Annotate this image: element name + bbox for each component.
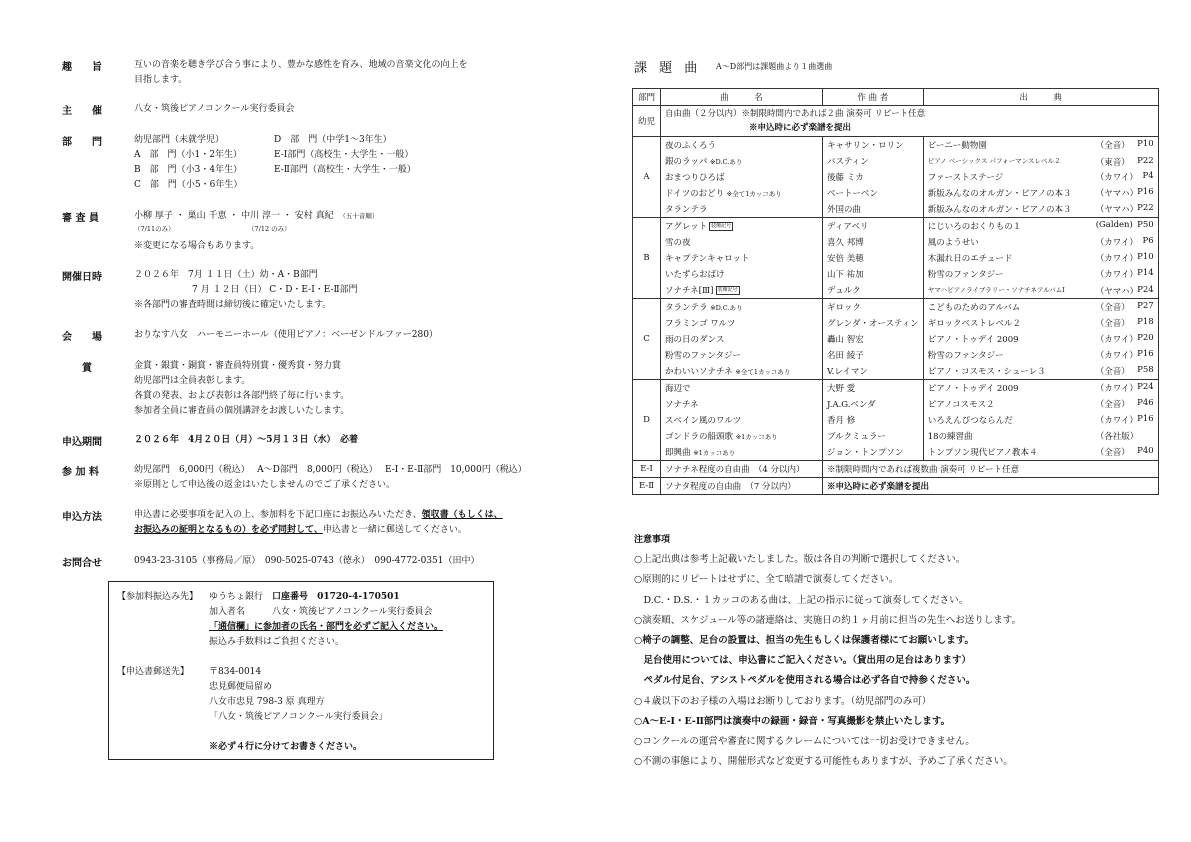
piece-title: スペイン風のワルツ bbox=[665, 416, 742, 426]
publisher: (Galden) bbox=[1095, 220, 1133, 230]
composer-cell: J.A.G.ベンダ bbox=[823, 396, 924, 412]
table-row bbox=[633, 201, 1159, 218]
method-text: 申込書と一緒に郵送してください。 bbox=[322, 525, 467, 535]
piece-title-cell bbox=[661, 250, 823, 266]
division-item: C 部 門（小5・6年生） bbox=[134, 180, 243, 190]
contact-value: 0943-23-3105（事務局／原） 090-5025-0743（徳永） 090-4772-0351（田中） bbox=[134, 556, 480, 566]
division-cell: E-Ⅱ bbox=[633, 478, 661, 495]
publisher: （全音） bbox=[1095, 400, 1130, 410]
holder-label: 加入者名 bbox=[209, 607, 246, 617]
account-number: 01720-4-170501 bbox=[317, 592, 400, 602]
publisher: （ヤマハ） bbox=[1095, 205, 1139, 215]
publisher: （カワイ） bbox=[1095, 335, 1138, 345]
transfer-notice: 「通信欄」に参加者の氏名・部門を必ずご記入ください。 bbox=[209, 622, 444, 632]
piece-title: 夜のふくろう bbox=[665, 141, 717, 151]
piece-note: ※D.C.あり bbox=[710, 158, 743, 166]
piece-title: ゴンドラの船頭歌 bbox=[665, 432, 734, 442]
table-row bbox=[633, 444, 1159, 461]
period-value: ２０２６年 4月２０日（月）～5月１３日（水） 必着 bbox=[134, 435, 359, 445]
note-item: ○コンクールの運営や審査に関するクレームについては一切お受けできません。 bbox=[634, 735, 975, 747]
source-book: ビーニー動物園 bbox=[927, 141, 987, 151]
piece-title-cell bbox=[661, 282, 823, 299]
source-book: ヤマハピアノライブラリー・ソナチネアルバムⅠ bbox=[927, 286, 1065, 294]
composer-cell: V.レイマン bbox=[823, 363, 924, 380]
source-cell bbox=[923, 396, 1158, 412]
mail-address: 八女市忠見 798-3 原 真理方 bbox=[209, 697, 325, 707]
dates-line: 7 月 １２日（日） C・D・E-Ⅰ・E-Ⅱ部門 bbox=[192, 285, 358, 295]
source-cell bbox=[923, 169, 1158, 185]
page-number: P22 bbox=[1137, 156, 1154, 166]
piece-title: ソナチネ[Ⅲ] bbox=[665, 286, 714, 296]
publisher: （ヤマハ） bbox=[1095, 287, 1139, 297]
table-row bbox=[633, 380, 1159, 397]
method-emphasis: 領収書（もしくは、 bbox=[421, 510, 503, 520]
source-cell bbox=[923, 218, 1158, 235]
notes-title: 注意事項 bbox=[634, 535, 671, 545]
piece-title-cell bbox=[661, 137, 823, 154]
piece-title-cell bbox=[661, 201, 823, 218]
host-value: 八女・筑後ピアノコンクール実行委員会 bbox=[134, 104, 295, 114]
source-cell bbox=[923, 282, 1158, 299]
piece-title: おまつりひろば bbox=[665, 173, 725, 183]
piece-note: ※1カッコあり bbox=[693, 449, 736, 457]
table-row bbox=[633, 282, 1159, 299]
judges-note-1: （7/11のみ） bbox=[134, 225, 175, 233]
note-item: ○不測の事態により、開催形式など変更する可能性もありますが、予めご了承ください。 bbox=[634, 756, 1013, 768]
fee-line: 幼児部門 6,000円（税込） A～D部門 8,000円（税込） E-Ⅰ・E-Ⅱ部門 10,000円（税込） bbox=[134, 465, 527, 475]
piece-title: 雪の夜 bbox=[665, 238, 691, 248]
method-emphasis: お振込みの証明となるもの）を必ず同封して、 bbox=[134, 525, 323, 535]
piece-title: アグレット bbox=[665, 222, 708, 232]
publisher: （カワイ） bbox=[1095, 270, 1138, 280]
page-number: P50 bbox=[1137, 220, 1154, 230]
piece-title-cell bbox=[661, 315, 823, 331]
source-cell bbox=[923, 331, 1158, 347]
page-number: P24 bbox=[1137, 285, 1154, 295]
header-source: 出 典 bbox=[923, 89, 1158, 106]
e1-description: ソナチネ程度の自由曲 （4 分以内） bbox=[661, 461, 823, 478]
piece-title-cell bbox=[661, 444, 823, 461]
publisher: （カワイ） bbox=[1095, 384, 1138, 394]
piece-title: 雨の日のダンス bbox=[665, 335, 725, 345]
piece-note: ※全て1カッコあり bbox=[735, 368, 791, 376]
table-row bbox=[633, 331, 1159, 347]
dates-line: ２０２６年 7月 １１日（土）幼・A・B部門 bbox=[134, 270, 318, 280]
source-cell bbox=[923, 299, 1158, 316]
source-book: ファーストステージ bbox=[927, 173, 1004, 183]
publisher: （全音） bbox=[1095, 303, 1130, 313]
mail-label: 【申込書郵送先】 bbox=[117, 667, 190, 677]
publisher: （各社版） bbox=[1095, 432, 1139, 442]
page-number: P18 bbox=[1137, 317, 1154, 327]
division-item: A 部 門（小1・2年生） bbox=[134, 150, 242, 160]
source-cell bbox=[923, 315, 1158, 331]
page-number: P40 bbox=[1137, 446, 1154, 456]
source-cell bbox=[923, 185, 1158, 201]
method-label: 申込方法 bbox=[62, 512, 102, 523]
source-book: ピアノ ベーシックス パフォーマンスレベル２ bbox=[927, 157, 1061, 165]
table-row bbox=[633, 461, 1159, 478]
table-row bbox=[633, 218, 1159, 235]
host-label: 主 催 bbox=[62, 106, 102, 117]
source-book: 粉雪のファンタジー bbox=[927, 351, 1004, 361]
composer-cell: デュルク bbox=[823, 282, 924, 299]
fee-label: 参 加 料 bbox=[62, 467, 99, 478]
source-book: いろえんぴつならんだ bbox=[927, 416, 1013, 426]
mail-zip: 〒834-0014 bbox=[209, 667, 262, 677]
note-item: ○演奏順、スケジュール等の諸連絡は、実施日の約１ヶ月前に担当の先生へお送りします。 bbox=[634, 614, 1021, 626]
source-cell bbox=[923, 266, 1158, 282]
piece-title-cell bbox=[661, 234, 823, 250]
piece-title: いたずらおばけ bbox=[665, 270, 725, 280]
contact-label: お問合せ bbox=[62, 558, 102, 569]
purpose-line: 互いの音楽を聴き学び合う事により、豊かな感性を育み、地域の音楽文化の向上を bbox=[134, 60, 468, 70]
page-number: P10 bbox=[1137, 139, 1154, 149]
header-division: 部門 bbox=[633, 89, 661, 106]
composer-cell: バスティン bbox=[823, 153, 924, 169]
judges-label: 審 査 員 bbox=[62, 213, 99, 224]
pieces-title: 課 題 曲 bbox=[634, 61, 702, 76]
method-text: 申込書に必要事項を記入の上、参加料を下記口座にお振込みいただき、 bbox=[134, 510, 422, 520]
composer-cell: 後藤 ミカ bbox=[823, 169, 924, 185]
composer-cell: 安倍 美穂 bbox=[823, 250, 924, 266]
e1-note: ※制限時間内であれば複数曲 演奏可 リピート任意 bbox=[823, 461, 1159, 478]
mail-org: 「八女・筑後ピアノコンクール実行委員会」 bbox=[209, 712, 388, 722]
ornament-mark: 装飾記号 bbox=[711, 223, 732, 229]
payment-info-box bbox=[108, 581, 494, 760]
notes-section bbox=[634, 530, 1021, 772]
note-item: D.C.・D.S.・１カッコのある曲は、上記の指示に従って演奏してください。 bbox=[634, 594, 969, 606]
composer-cell: 山下 祐加 bbox=[823, 266, 924, 282]
piece-title: 粉雪のファンタジー bbox=[665, 351, 741, 361]
purpose-line: 目指します。 bbox=[134, 75, 188, 85]
table-row bbox=[633, 250, 1159, 266]
source-cell bbox=[923, 201, 1158, 218]
source-cell bbox=[923, 347, 1158, 363]
page-number: P10 bbox=[1137, 252, 1154, 262]
source-cell bbox=[923, 153, 1158, 169]
publisher: （カワイ） bbox=[1095, 416, 1138, 426]
division-item: 幼児部門（未就学児） bbox=[134, 135, 225, 145]
division-cell: D bbox=[633, 380, 661, 461]
piece-title-cell bbox=[661, 185, 823, 201]
piece-title: かわいいソナチネ bbox=[665, 367, 733, 377]
composer-cell: 外国の曲 bbox=[823, 201, 924, 218]
table-row bbox=[633, 234, 1159, 250]
purpose-label: 趣 旨 bbox=[62, 62, 102, 73]
source-book: ピアノ・コスモス・シューレ３ bbox=[927, 367, 1046, 377]
source-cell bbox=[923, 380, 1158, 397]
e2-note: ※申込時に必ず楽譜を提出 bbox=[823, 478, 1159, 495]
source-book: 新版みんなのオルガン・ピアノの本３ bbox=[927, 205, 1072, 215]
youji-line: 自由曲（２分以内）※制限時間内であれば２曲 演奏可 リピート任意 bbox=[665, 109, 926, 119]
source-cell bbox=[923, 137, 1158, 154]
piece-title-cell bbox=[661, 380, 823, 397]
piece-title: 銀のラッパ bbox=[665, 157, 708, 167]
piece-title-cell bbox=[661, 266, 823, 282]
piece-title: 海辺で bbox=[665, 384, 691, 394]
note-item: ○原則的にリピートはせずに、全て暗譜で演奏してください。 bbox=[634, 574, 899, 586]
prize-line: 各賞の発表、および表彰は各部門終了毎に行います。 bbox=[134, 391, 350, 401]
source-cell bbox=[923, 250, 1158, 266]
table-row bbox=[633, 106, 1159, 137]
table-row bbox=[633, 363, 1159, 380]
composer-cell: ブルクミュラー bbox=[823, 428, 924, 444]
table-row bbox=[633, 266, 1159, 282]
page-number: P16 bbox=[1137, 187, 1154, 197]
division-item: B 部 門（小3・4年生） bbox=[134, 165, 243, 175]
prize-line: 金賞・銀賞・銅賞・審査員特別賞・優秀賞・努力賞 bbox=[134, 361, 342, 371]
prize-label: 賞 bbox=[82, 363, 92, 374]
composer-cell: 香月 修 bbox=[823, 412, 924, 428]
piece-title: タランテラ bbox=[665, 303, 708, 313]
piece-note: ※全て1カッコあり bbox=[726, 190, 782, 198]
note-item: ○上記出典は参考上記載いたしました。版は各自の判断で選択してください。 bbox=[634, 554, 966, 566]
note-item: ○４歳以下のお子様の入場はお断りしております。（幼児部門のみ可） bbox=[634, 695, 932, 707]
publisher: （東音） bbox=[1095, 158, 1130, 168]
division-cell: E-Ⅰ bbox=[633, 461, 661, 478]
piece-title: 即興曲 bbox=[665, 448, 691, 458]
piece-title-cell bbox=[661, 428, 823, 444]
table-row bbox=[633, 428, 1159, 444]
piece-note: ※1カッコあり bbox=[735, 433, 778, 441]
piece-title-cell bbox=[661, 169, 823, 185]
composer-cell: キャサリン・ロリン bbox=[823, 137, 924, 154]
piece-title-cell bbox=[661, 218, 823, 235]
division-item: D 部 門（中学1～3年生） bbox=[274, 135, 392, 145]
publisher: （全音） bbox=[1095, 141, 1130, 151]
piece-title-cell bbox=[661, 347, 823, 363]
page-number: P14 bbox=[1137, 268, 1154, 278]
composer-cell: 轟山 智宏 bbox=[823, 331, 924, 347]
publisher: （ヤマハ） bbox=[1095, 189, 1139, 199]
piece-title-cell bbox=[661, 412, 823, 428]
dates-label: 開催日時 bbox=[62, 272, 102, 283]
composer-cell: グレンダ・オースティン bbox=[823, 315, 924, 331]
piece-title: フラミンゴ ワルツ bbox=[665, 319, 736, 329]
publisher: （全音） bbox=[1095, 367, 1130, 377]
judges-order: （五十音順） bbox=[342, 212, 379, 220]
publisher: （カワイ） bbox=[1095, 254, 1138, 264]
e2-description: ソナタ程度の自由曲 （7 分以内） bbox=[661, 478, 823, 495]
header-composer: 作 曲 者 bbox=[823, 89, 924, 106]
source-book: ピアノ・トゥデイ 2009 bbox=[927, 335, 1019, 345]
table-header-row bbox=[633, 89, 1159, 106]
piece-title: タランテラ bbox=[665, 205, 708, 215]
source-book: 木漏れ日のエチュード bbox=[927, 254, 1013, 264]
table-row bbox=[633, 478, 1159, 495]
page-number: P16 bbox=[1137, 414, 1154, 424]
source-book: ピアノ・トゥデイ 2009 bbox=[927, 384, 1019, 394]
holder-name: 八女・筑後ピアノコンクール実行委員会 bbox=[272, 607, 433, 617]
note-item: ペダル付足台、アシストペダルを使用される場合は必ず各自で持参ください。 bbox=[634, 675, 976, 687]
piece-title-cell bbox=[661, 396, 823, 412]
page-number: P6 bbox=[1142, 236, 1154, 246]
source-book: トンプソン現代ピアノ教本４ bbox=[927, 448, 1038, 458]
piece-note: ※D.C.あり bbox=[710, 304, 743, 312]
composer-cell: ベートーベン bbox=[823, 185, 924, 201]
piece-title: ソナチネ bbox=[665, 400, 699, 410]
page-number: P4 bbox=[1142, 171, 1154, 181]
source-book: 新版みんなのオルガン・ピアノの本３ bbox=[927, 189, 1072, 199]
table-row bbox=[633, 347, 1159, 363]
composer-cell: 名田 綾子 bbox=[823, 347, 924, 363]
piece-title-cell bbox=[661, 363, 823, 380]
pieces-subtitle: A～D部門は課題曲より１曲選曲 bbox=[716, 62, 833, 71]
page-number: P16 bbox=[1137, 349, 1154, 359]
youji-line: ※申込時に必ず楽譜を提出 bbox=[749, 123, 852, 133]
source-book: こどものためのアルバム bbox=[927, 303, 1021, 313]
composer-cell: ディアベリ bbox=[823, 218, 924, 235]
division-cell: 幼児 bbox=[633, 106, 661, 137]
source-book: 粉雪のファンタジー bbox=[927, 270, 1004, 280]
judges-change: ※変更になる場合もあります。 bbox=[134, 241, 260, 251]
piece-title-cell bbox=[661, 299, 823, 316]
source-book: 18の練習曲 bbox=[927, 432, 973, 442]
table-row bbox=[633, 299, 1159, 316]
venue-label: 会 場 bbox=[62, 332, 102, 343]
piece-title: ドイツのおどり bbox=[665, 189, 725, 199]
publisher: （カワイ） bbox=[1095, 351, 1138, 361]
division-item: E-Ⅰ部門（高校生・大学生・一般） bbox=[274, 150, 414, 160]
source-cell bbox=[923, 428, 1158, 444]
page-number: P22 bbox=[1137, 203, 1154, 213]
venue-value: おりなす八女 ハーモニーホール（使用ピアノ：ベーゼンドルファー280） bbox=[134, 330, 438, 340]
mail-lines-note: ※必ず４行に分けてお書きください。 bbox=[209, 742, 363, 752]
division-cell: C bbox=[633, 299, 661, 380]
piece-title-cell bbox=[661, 331, 823, 347]
source-book: にじいろのおくりもの１ bbox=[927, 222, 1022, 232]
judges-note-2: （7/12 のみ） bbox=[248, 225, 291, 233]
source-book: 風のようせい bbox=[927, 238, 979, 248]
table-row bbox=[633, 396, 1159, 412]
mail-post: 忠見郵便局留め bbox=[209, 682, 273, 692]
composer-cell: 大野 愛 bbox=[823, 380, 924, 397]
composer-cell: 喜久 邦博 bbox=[823, 234, 924, 250]
composer-cell: ギロック bbox=[823, 299, 924, 316]
prize-line: 幼児部門は全員表彰します。 bbox=[134, 376, 251, 386]
ornament-mark: 装飾記号 bbox=[717, 287, 738, 293]
publisher: （カワイ） bbox=[1095, 238, 1138, 248]
source-cell bbox=[923, 234, 1158, 250]
composer-cell: ジョン・トンプソン bbox=[823, 444, 924, 461]
table-row bbox=[633, 315, 1159, 331]
divisions-label: 部 門 bbox=[62, 137, 102, 148]
piece-title: キャプテンキャロット bbox=[665, 254, 750, 264]
source-book: ピアノコスモス２ bbox=[927, 400, 995, 410]
publisher: （カワイ） bbox=[1095, 173, 1138, 183]
header-title: 曲 名 bbox=[661, 89, 823, 106]
publisher: （全音） bbox=[1095, 319, 1130, 329]
note-item: 足台使用については、申込書にご記入ください。（貸出用の足台はあります） bbox=[634, 655, 972, 667]
pieces-table bbox=[632, 88, 1159, 495]
prize-line: 参加者全員に審査員の個別講評をお渡しいたします。 bbox=[134, 406, 350, 416]
dates-line: ※各部門の審査時間は締切後に確定いたします。 bbox=[134, 300, 332, 310]
page-number: P27 bbox=[1137, 301, 1154, 311]
page-number: P20 bbox=[1137, 333, 1154, 343]
table-row bbox=[633, 169, 1159, 185]
transfer-fee-note: 振込み手数料はご負担ください。 bbox=[209, 637, 345, 647]
division-item: E-Ⅱ部門（高校生・大学生・一般） bbox=[274, 165, 416, 175]
division-cell: B bbox=[633, 218, 661, 299]
table-row bbox=[633, 153, 1159, 169]
source-cell bbox=[923, 412, 1158, 428]
bank-name: ゆうちょ銀行 bbox=[209, 592, 264, 602]
page-number: P58 bbox=[1137, 365, 1154, 375]
piece-title-cell bbox=[661, 153, 823, 169]
page-number: P46 bbox=[1137, 398, 1154, 408]
publisher: （全音） bbox=[1095, 448, 1130, 458]
judges-names: 小柳 厚子 ・ 巣山 千恵 ・ 中川 淳一 ・ 安村 真紀 bbox=[134, 211, 334, 221]
table-row bbox=[633, 185, 1159, 201]
table-row bbox=[633, 137, 1159, 154]
page-number: P24 bbox=[1137, 382, 1154, 392]
division-cell: A bbox=[633, 137, 661, 218]
bank-label: 【参加料振込み先】 bbox=[117, 592, 199, 602]
fee-line: ※原則として申込後の返金はいたしませんのでご了承ください。 bbox=[134, 480, 396, 490]
table-row bbox=[633, 412, 1159, 428]
source-cell bbox=[923, 444, 1158, 461]
note-item: ○椅子の調整、足台の設置は、担当の先生もしくは保護者様にてお願いします。 bbox=[634, 634, 975, 646]
source-cell bbox=[923, 363, 1158, 380]
account-label: 口座番号 bbox=[272, 592, 309, 602]
source-book: ギロックベストレベル２ bbox=[927, 319, 1022, 329]
note-item: ○A～E-Ⅰ・E-Ⅱ部門は演奏中の録画・録音・写真撮影を禁止いたします。 bbox=[634, 715, 951, 727]
period-label: 申込期間 bbox=[62, 437, 102, 448]
